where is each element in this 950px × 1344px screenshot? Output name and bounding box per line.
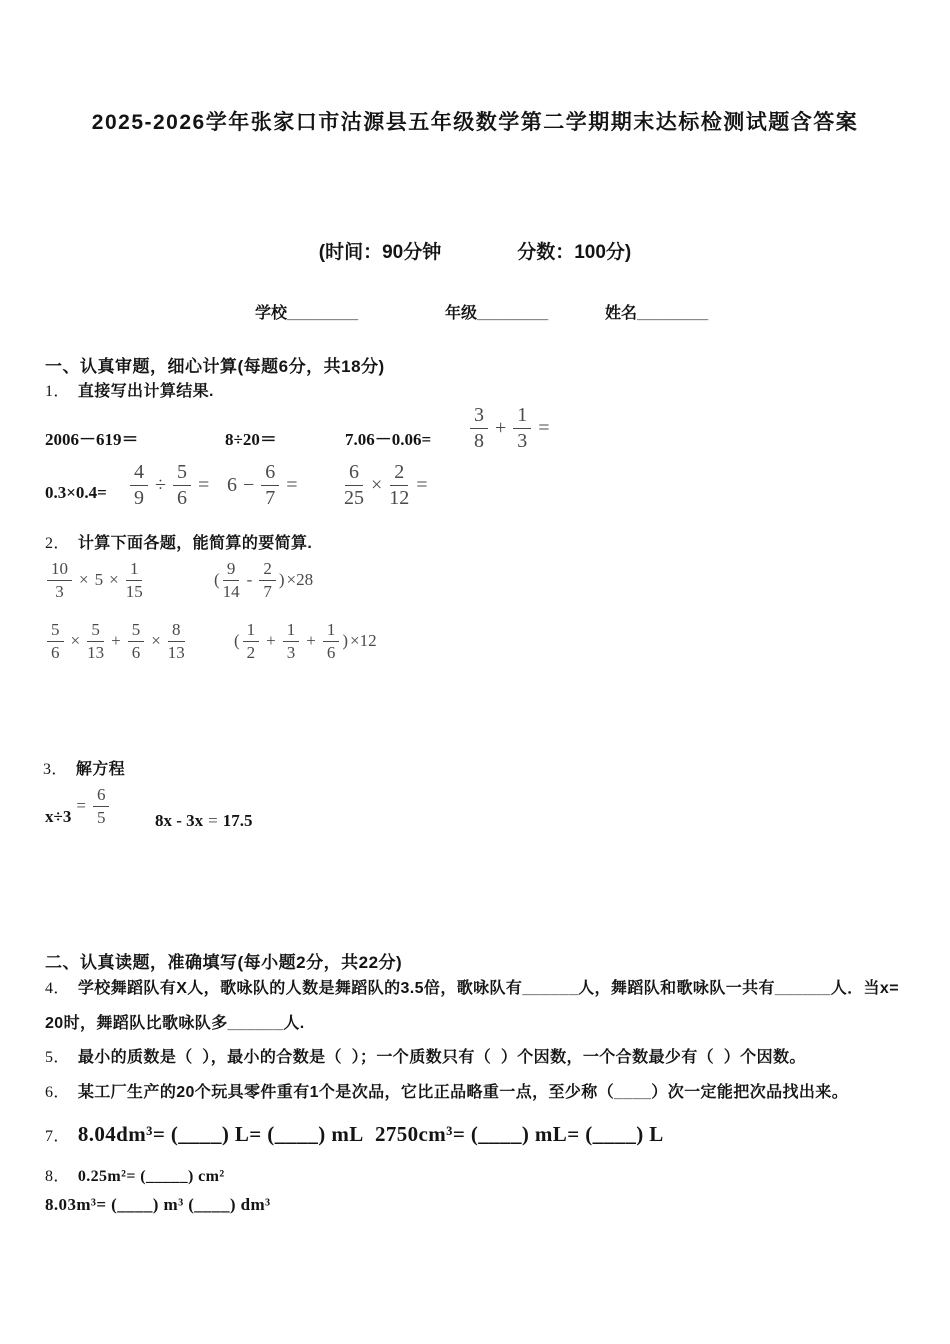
time-label: (时间：90分钟 — [318, 242, 442, 263]
q1-expr-8: $\frac{6}{25}$ × $\frac{2}{12}$ = — [344, 461, 428, 509]
q1-expr-5: 0.3×0.4= — [45, 483, 107, 502]
q3-number: 3． — [43, 761, 68, 778]
q1-expr-7: 6 − $\frac{6}{7}$ = — [227, 461, 298, 509]
school-blank: 学校________ — [255, 305, 359, 322]
q1-expr-4: $\frac{3}{8}$ + $\frac{1}{3}$ = — [468, 405, 555, 452]
q2-number: 2． — [45, 535, 70, 552]
q5-line — [45, 1044, 806, 1067]
q4-line2 — [45, 1010, 305, 1033]
q8-number: 8． — [45, 1168, 70, 1185]
q7-line — [45, 1122, 664, 1147]
q1-expr-3: 7.06－0.06= — [345, 430, 432, 449]
q2-expr-3: $\frac{5}{6}$ × $\frac{5}{13}$ + $\frac{5}{6}$ × $\frac{8}{13}$ — [45, 621, 187, 662]
name-blank: 姓名________ — [605, 305, 709, 322]
q8-text-line1: 0.25m²= (_____) cm² — [77, 1168, 225, 1185]
exam-title: 2025-2026学年张家口市沽源县五年级数学第二学期期末达标检测试题含答案 — [91, 111, 859, 134]
q3-eq-1: x÷3 = $\frac{6}{5}$ — [45, 786, 111, 827]
q4-text-line2: 20时，舞蹈队比歌咏队多______人. — [45, 1015, 305, 1032]
q6-text: 某工厂生产的20个玩具零件重有1个是次品，它比正品略重一点，至少称（____）次一定能把次品找出来。 — [77, 1084, 849, 1101]
q2-label: 计算下面各题，能简算的要简算. — [77, 535, 313, 552]
q3-label: 解方程 — [75, 761, 126, 778]
q5-number: 5． — [45, 1049, 70, 1066]
q7-text: 8.04dm³= (____) L= (____) mL 2750cm³= (____) mL= (____) L — [77, 1122, 664, 1146]
q1-number: 1． — [45, 383, 70, 400]
q5-text: 最小的质数是（ ），最小的合数是（ ）；一个质数只有（ ）个因数，一个合数最少有（ ）个因数。 — [77, 1049, 806, 1066]
q6-number: 6． — [45, 1084, 70, 1101]
q4-number: 4． — [45, 980, 70, 997]
q8-line2 — [45, 1195, 271, 1215]
q1-expr-2: 8÷20＝ — [225, 430, 277, 449]
q2-label-line — [45, 530, 312, 553]
q2-expr-1: $\frac{10}{3}$ × 5 × $\frac{1}{15}$ — [45, 560, 145, 601]
q4-line1 — [45, 975, 899, 998]
q1-expr-1: 2006－619＝ — [45, 430, 139, 449]
score-label: 分数：100分) — [517, 242, 632, 263]
exam-meta — [0, 237, 950, 264]
q1-label-line — [45, 378, 214, 401]
q6-line — [45, 1079, 848, 1102]
q4-text-line1: 学校舞蹈队有X人，歌咏队的人数是舞蹈队的3.5倍，歌咏队有______人，舞蹈队和歌咏队一共有______人．当x= — [77, 980, 899, 997]
q3-label-line — [43, 756, 125, 779]
q3-eq-2: 8x - 3x = 17.5 — [155, 811, 253, 830]
grade-blank: 年级________ — [445, 305, 549, 322]
q8-text-line2: 8.03m³= (____) m³ (____) dm³ — [45, 1195, 271, 1214]
q8-line1 — [45, 1163, 225, 1186]
q1-label: 直接写出计算结果. — [77, 383, 214, 400]
q1-expr-6: $\frac{4}{9}$ ÷ $\frac{5}{6}$ = — [128, 462, 214, 509]
q2-expr-4: ( $\frac{1}{2}$ + $\frac{1}{3}$ + $\frac{1}{6}$ ) ×12 — [234, 620, 377, 662]
q7-number: 7． — [45, 1128, 70, 1145]
section2-heading: 二、认真读题，准确填写(每小题2分，共22分) — [45, 953, 403, 972]
section1-heading: 一、认真审题，细心计算(每题6分，共18分) — [45, 357, 385, 376]
q2-expr-2: ( $\frac{9}{14}$ - $\frac{2}{7}$ ) ×28 — [214, 559, 314, 601]
